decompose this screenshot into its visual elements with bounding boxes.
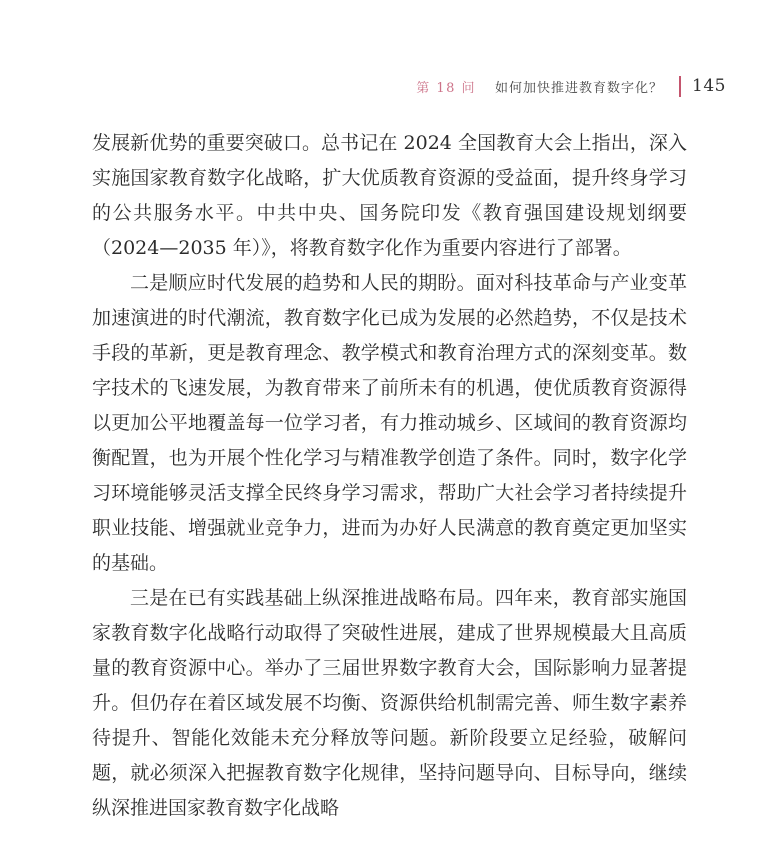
running-head [416,74,726,98]
body-text-block [92,126,687,826]
paragraph-second-point: 二是顺应时代发展的趋势和人民的期盼。面对科技革命与产业变革加速演进的时代潮流，教育数字化已成为发展的必然趋势，不仅是技术手段的革新，更是教育理念、教学模式和教育治理方式的深刻变革。数字技术的飞速发展，为教育带来了前所未有的机遇，使优质教育资源得以更加公平地覆盖每一位学习者，有力推动城乡、区域间的教育资源均衡配置，也为开展个性化学习与精准教学创造了条件。同时，数字化学习环境能够灵活支撑全民终身学习需求，帮助广大社会学习者持续提升职业技能、增强就业竞争力，进而为办好人民满意的教育奠定更加坚实的基础。 [92,272,687,574]
chapter-number-label: 第 18 问 [416,80,477,96]
header-divider-rule [679,76,681,97]
paragraph-continuation: 发展新优势的重要突破口。总书记在 2024 全国教育大会上指出，深入实施国家教育数字化战略，扩大优质教育资源的受益面，提升终身学习的公共服务水平。中共中央、国务院印发《教育强国建设规划纲要（2024—2035 年）》，将教育数字化作为重要内容进行了部署。 [92,132,687,259]
paragraph-third-point: 三是在已有实践基础上纵深推进战略布局。四年来，教育部实施国家教育数字化战略行动取得了突破性进展，建成了世界规模最大且高质量的教育资源中心。举办了三届世界数字教育大会，国际影响力显著提升。但仍存在着区域发展不均衡、资源供给机制需完善、师生数字素养待提升、智能化效能未充分释放等问题。新阶段要立足经验，破解问题，就必须深入把握教育数字化规律，坚持问题导向、目标导向，继续纵深推进国家教育数字化战略 [92,587,687,819]
chapter-title: 如何加快推进教育数字化？ [495,80,664,96]
page-number: 145 [692,76,726,96]
